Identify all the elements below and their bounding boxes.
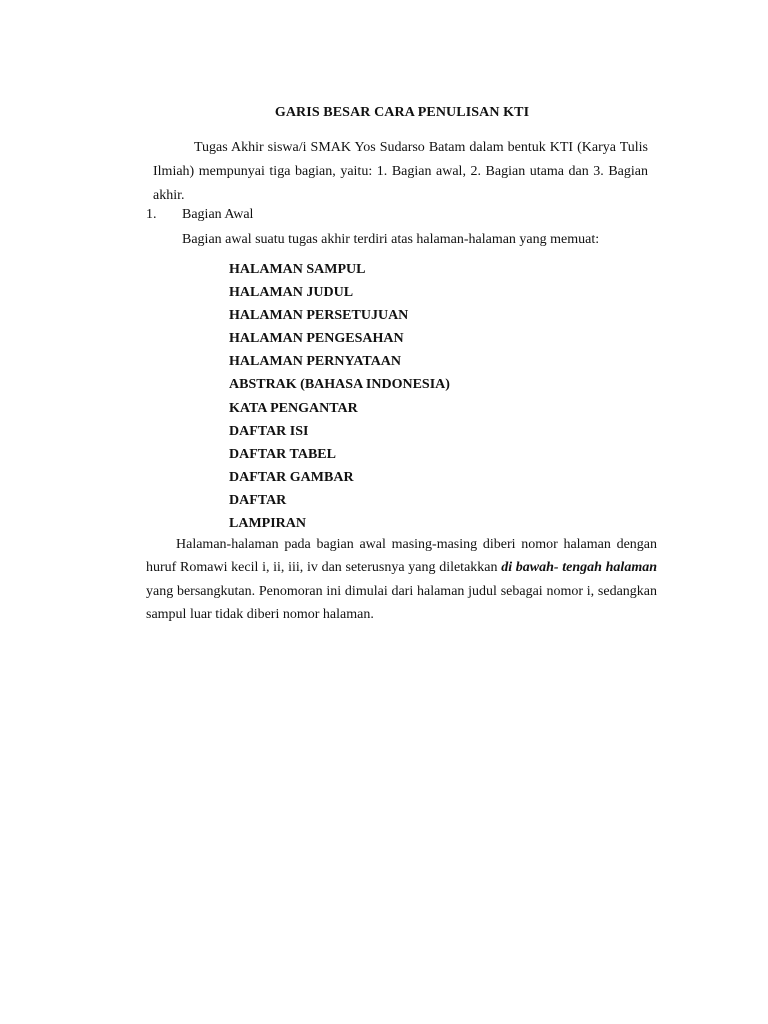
closing-emphasis: di bawah- tengah halaman (501, 560, 657, 576)
list-item: HALAMAN PERSETUJUAN (229, 308, 409, 324)
section-number: 1. (146, 207, 157, 222)
list-item: DAFTAR GAMBAR (229, 469, 354, 485)
list-item: HALAMAN JUDUL (229, 285, 354, 301)
section-heading (146, 206, 253, 224)
list-item: HALAMAN PERNYATAAN (229, 354, 402, 370)
list-item: HALAMAN PENGESAHAN (229, 331, 404, 347)
document-title: GARIS BESAR CARA PENULISAN KTI (274, 105, 530, 120)
closing-paragraph (146, 533, 657, 626)
list-item: ABSTRAK (BAHASA INDONESIA) (229, 377, 450, 393)
front-matter-list (229, 258, 450, 535)
section-title: Bagian Awal (182, 207, 254, 222)
list-item: DAFTAR (229, 492, 287, 508)
intro-paragraph: Tugas Akhir siswa/i SMAK Yos Sudarso Batam dalam bentuk KTI (Karya Tulis Ilmiah) mempunyai tiga bagian, yaitu: 1. Bagian awal, 2. Bagian utama dan 3. Bagian akhir. (153, 140, 648, 203)
list-item: DAFTAR TABEL (229, 446, 336, 462)
closing-text-start: Halaman-halaman pada bagian awal masing-masing diberi nomor halaman dengan huruf Romawi kecil i, ii, iii, iv dan seterusnya yang diletakkan (146, 537, 657, 576)
list-item: HALAMAN SAMPUL (229, 262, 366, 277)
list-item: DAFTAR ISI (229, 423, 309, 439)
closing-text-end: yang bersangkutan. Penomoran ini dimulai dari halaman judul sebagai nomor i, sedangkan sampul luar tidak diberi nomor halaman. (146, 583, 657, 622)
section-description: Bagian awal suatu tugas akhir terdiri atas halaman-halaman yang memuat: (182, 232, 600, 247)
list-item: KATA PENGANTAR (229, 400, 358, 416)
list-item: LAMPIRAN (229, 516, 306, 532)
